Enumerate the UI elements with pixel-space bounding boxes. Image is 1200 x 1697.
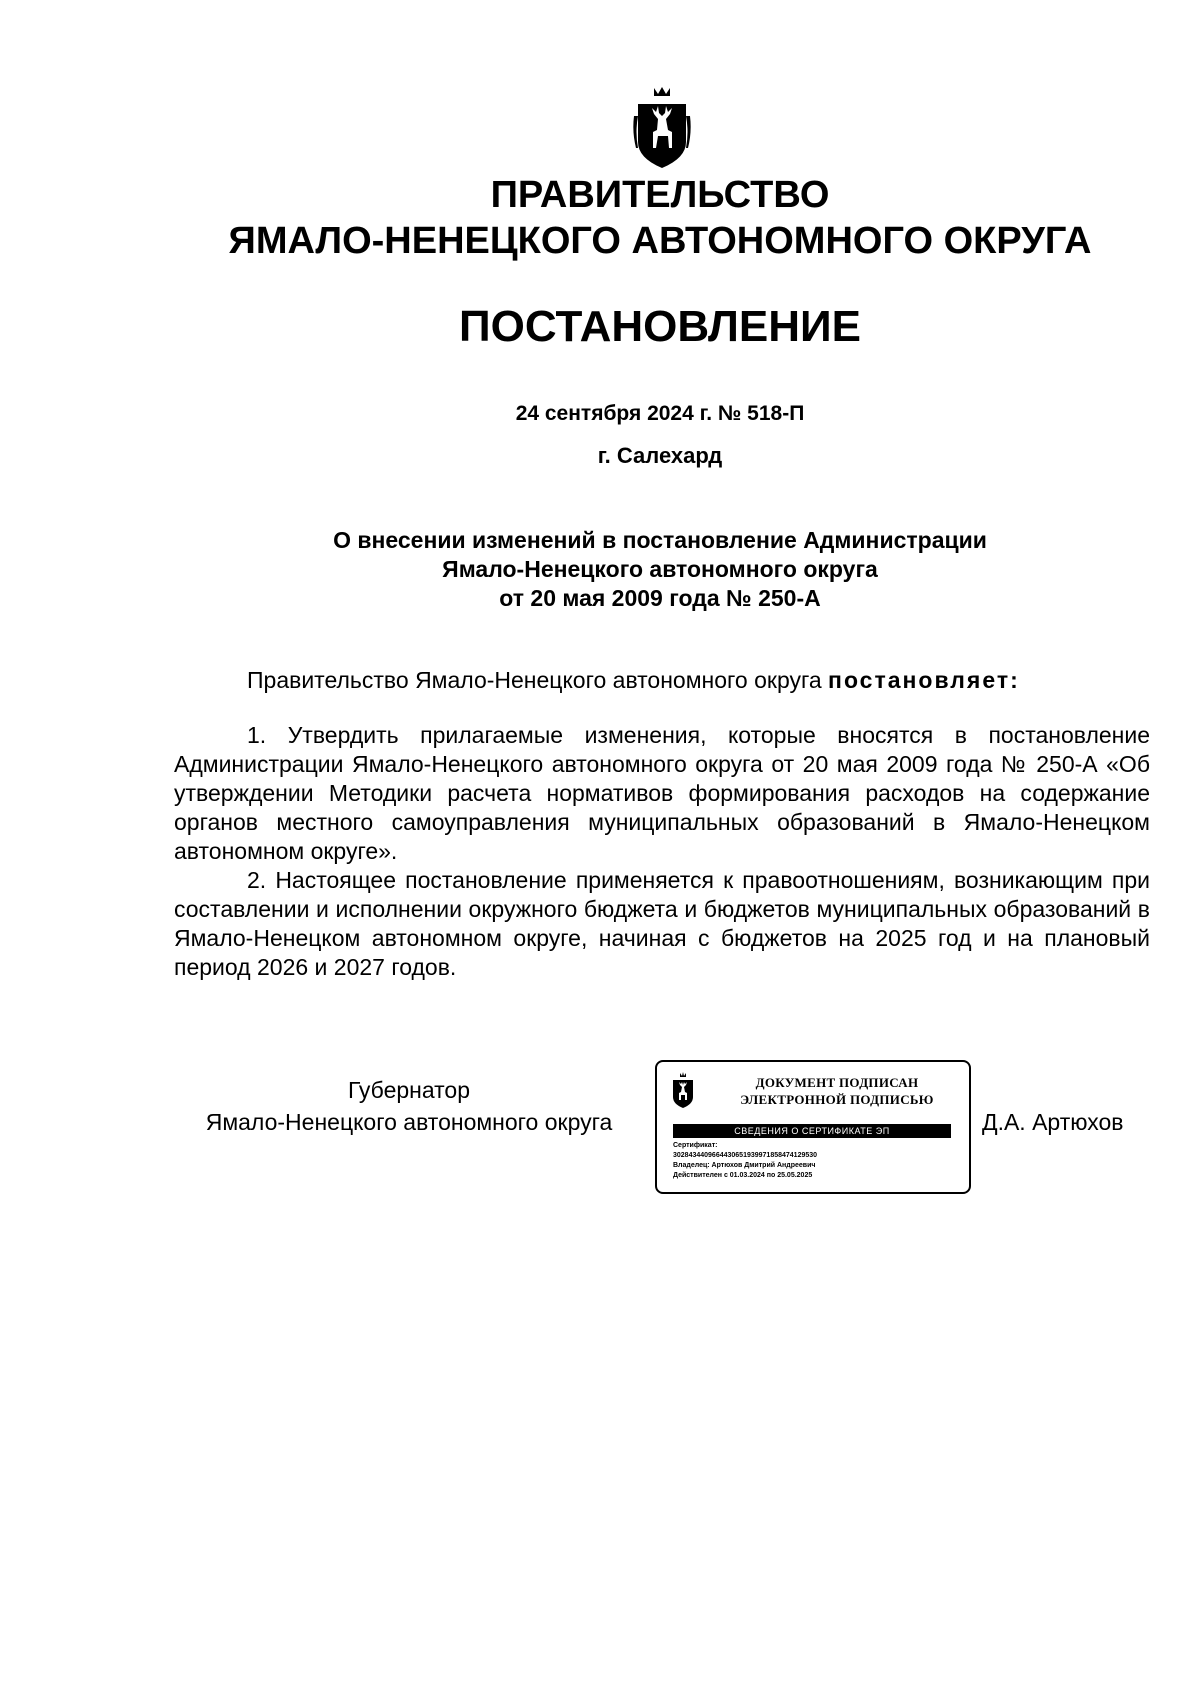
signer-title-line2: Ямало-Ненецкого автономного округа [205,1109,613,1135]
stamp-certificate-bar: СВЕДЕНИЯ О СЕРТИФИКАТЕ ЭП [673,1124,951,1138]
signer-title-line1: Губернатор [347,1077,471,1103]
document-date-number: 24 сентября 2024 г. № 518-П [515,402,805,425]
paragraph-2: 2. Настоящее постановление применяется к правоотношениям, возникающим при составлении и исполнении окружного бюджета и бюджетов муниципальных образований в Ямало-Ненецком автономном округе, начиная с бюджетов на 2025 год и на плановый период 2026 и 2027 годов. [174,867,1150,980]
document-type: ПОСТАНОВЛЕНИЕ [458,302,862,351]
coat-of-arms-emblem [632,86,692,172]
preamble [174,666,1150,695]
subject-line1: О внесении изменений в постановление Администрации [333,527,987,553]
government-title-line1: ПРАВИТЕЛЬСТВО [490,174,830,216]
stamp-emblem-icon [670,1072,696,1110]
signature-block [174,1074,1164,1214]
preamble-text: Правительство Ямало-Ненецкого автономного округа [247,667,829,693]
stamp-owner: Владелец: Артюхов Дмитрий Андреевич [673,1162,816,1169]
document-body [174,666,1150,982]
document-subject [0,526,1200,613]
paragraph-1: 1. Утвердить прилагаемые изменения, которые вносятся в постановление Администрации Ямало-Ненецкого автономного округа от 20 мая 2009 года № 250-А «Об утверждении Методики расчета нормативов формирования расходов на содержание органов местного самоуправления муниципальных образований в Ямало-Ненецком автономном округе». [174,722,1150,864]
government-title [0,172,1200,264]
stamp-validity: Действителен с 01.03.2024 по 25.05.2025 [673,1172,813,1179]
stamp-details [673,1141,963,1181]
stamp-certificate-number: 3028434409664430651939971858474129530 [673,1152,818,1159]
preamble-emphasis: постановляет: [828,667,1020,693]
electronic-signature-stamp [655,1060,971,1194]
government-title-line2: ЯМАЛО-НЕНЕЦКОГО АВТОНОМНОГО ОКРУГА [228,220,1092,262]
stamp-heading [717,1074,957,1108]
signer-name: Д.А. Артюхов [982,1109,1124,1135]
document-place: г. Салехард [597,443,723,468]
stamp-certificate-label: Сертификат: [673,1142,718,1149]
signer-title [174,1074,644,1138]
subject-line3: от 20 мая 2009 года № 250-А [499,585,821,611]
stamp-heading-line2: ЭЛЕКТРОННОЙ ПОДПИСЬЮ [740,1092,934,1107]
subject-line2: Ямало-Ненецкого автономного округа [442,556,878,582]
stamp-heading-line1: ДОКУМЕНТ ПОДПИСАН [755,1075,919,1090]
